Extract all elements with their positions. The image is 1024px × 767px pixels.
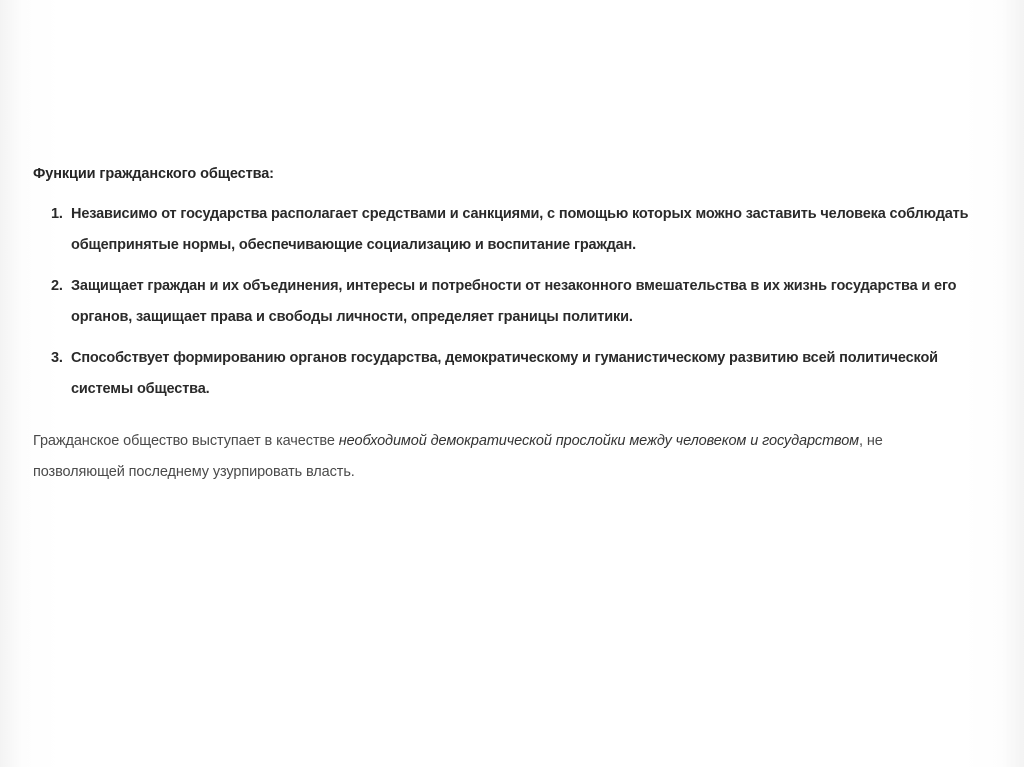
slide-content [33,166,998,488]
functions-list [33,199,998,405]
functions-heading: Функции гражданского общества: [33,166,274,182]
summary-emphasis: необходимой демократической прослойки между человеком и государством [338,433,860,449]
function-item-2 [33,271,998,333]
function-item-1 [33,199,998,261]
item-number: 3. [51,350,63,366]
summary-text-before: Гражданское общество выступает в качестве [33,433,339,449]
item-number: 2. [51,278,63,294]
item-text: Независимо от государства располагает средствами и санкциями, с помощью которых можно заставить человека соблюдать общепринятые нормы, обеспечивающие социализацию и воспитание граждан. [71,206,969,253]
function-item-3 [33,343,998,405]
summary-paragraph [33,426,963,488]
summary-text-after: , не позволяющей последнему узурпировать власть. [33,433,883,480]
item-number: 1. [51,206,63,222]
item-text: Защищает граждан и их объединения, интересы и потребности от незаконного вмешательства в их жизнь государства и его органов, защищает права и свободы личности, определяет границы политики. [71,278,957,325]
item-text: Способствует формированию органов государства, демократическому и гуманистическому развитию всей политической системы общества. [71,350,938,397]
